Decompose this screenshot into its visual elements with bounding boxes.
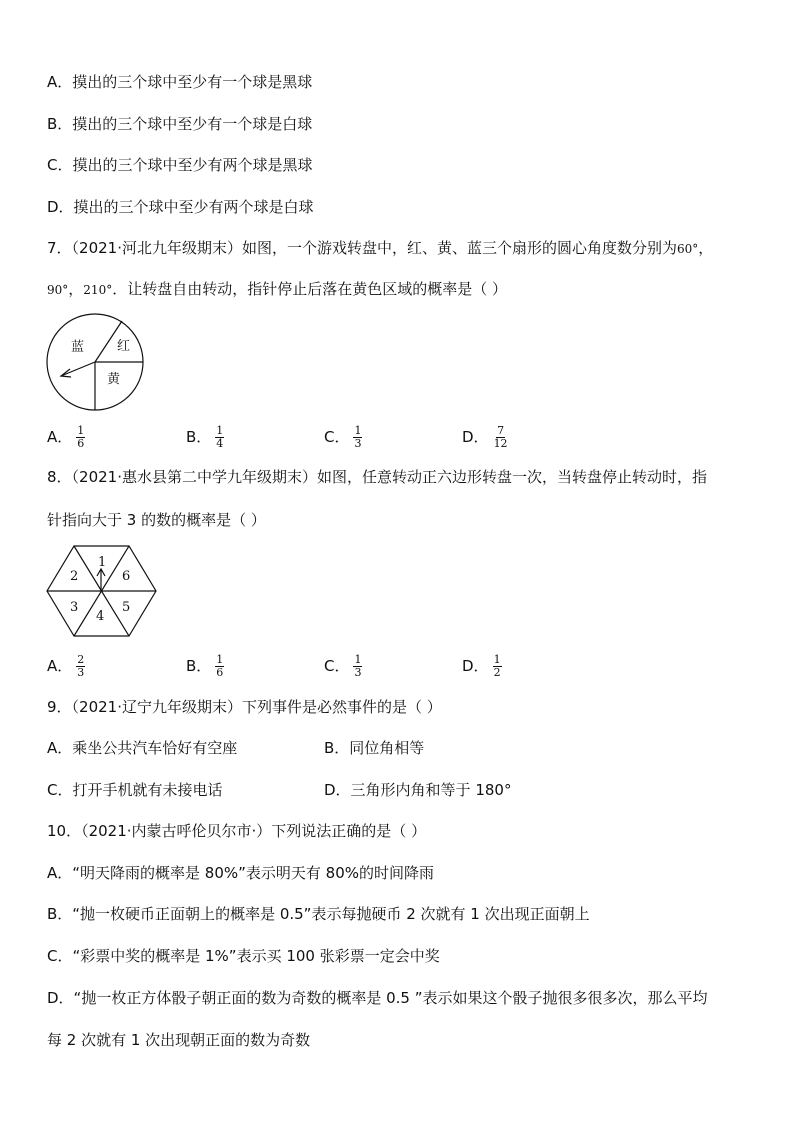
option-label: D． <box>462 428 489 446</box>
q9-option-c: C．打开手机就有未接电话 <box>47 781 223 799</box>
q7-option-d <box>462 425 509 450</box>
spinner-pointer <box>61 362 95 376</box>
spinner-label-blue: 蓝 <box>71 340 85 355</box>
q6-option-a: A．摸出的三个球中至少有一个球是黑球 <box>47 73 313 91</box>
q10-option-c: C．“彩票中奖的概率是 1%”表示买 100 张彩票一定会中奖 <box>47 947 440 965</box>
hex-number-2: 2 <box>70 569 79 584</box>
q9-option-a: A．乘坐公共汽车恰好有空座 <box>47 739 238 757</box>
q6-option-d: D．摸出的三个球中至少有两个球是白球 <box>47 198 314 216</box>
hex-number-5: 5 <box>122 600 131 615</box>
q7-option-a <box>47 425 85 450</box>
fraction-numerator: 7 <box>497 424 505 437</box>
option-label: B． <box>186 428 212 446</box>
fraction-denominator: 6 <box>216 666 224 679</box>
q8-option-a <box>47 654 85 679</box>
q7-stem-line1 <box>47 238 713 259</box>
q10-option-a: A．“明天降雨的概率是 80%”表示明天有 80%的时间降雨 <box>47 864 435 882</box>
fraction-denominator: 3 <box>354 437 362 450</box>
q7-stem-text1: 7．（2021·河北九年级期末）如图，一个游戏转盘中，红、黄、蓝三个扇形的圆心角度数分别为 <box>47 239 677 257</box>
q10-option-d-line1: D．“抛一枚正方体骰子朝正面的数为奇数的概率是 0.5 ”表示如果这个骰子抛很多很多次，那么平均 <box>47 989 708 1007</box>
fraction <box>76 654 85 679</box>
option-label: D． <box>462 657 489 675</box>
q7-option-c <box>324 425 362 450</box>
fraction <box>353 654 362 679</box>
q9-option-b: B．同位角相等 <box>324 739 425 757</box>
fraction <box>493 425 509 450</box>
q7-spinner-figure <box>44 313 148 413</box>
q7-angle-blue: 210° <box>83 283 113 297</box>
option-label: B． <box>186 657 212 675</box>
fraction-numerator: 1 <box>354 424 362 437</box>
q7-stem-text2: ．让转盘自由转动，指针停止后落在黄色区域的概率是（ ） <box>112 280 507 298</box>
fraction-denominator: 3 <box>77 666 85 679</box>
hex-number-1: 1 <box>98 555 107 570</box>
q6-option-b: B．摸出的三个球中至少有一个球是白球 <box>47 115 313 133</box>
q8-option-d <box>462 654 502 679</box>
option-label: C． <box>324 428 350 446</box>
q7-sep: ， <box>68 280 84 298</box>
fraction <box>493 654 502 679</box>
q10-option-b: B．“抛一枚硬币正面朝上的概率是 0.5”表示每抛硬币 2 次就有 1 次出现正面朝上 <box>47 905 590 923</box>
option-label: C． <box>324 657 350 675</box>
fraction-numerator: 1 <box>77 424 85 437</box>
q9-option-d: D．三角形内角和等于 180° <box>324 781 512 799</box>
q7-stem-line2 <box>47 279 507 300</box>
fraction <box>215 654 224 679</box>
q7-comma: ， <box>698 239 714 257</box>
q8-hexagon-spinner-figure <box>46 544 158 638</box>
option-label: A． <box>47 428 73 446</box>
q8-stem-line2: 针指向大于 3 的数的概率是（ ） <box>47 511 266 529</box>
fraction <box>353 425 362 450</box>
fraction-denominator: 12 <box>493 437 508 450</box>
option-label: A． <box>47 657 73 675</box>
spinner-label-red: 红 <box>117 339 131 354</box>
q8-option-c <box>324 654 362 679</box>
fraction-denominator: 2 <box>493 666 501 679</box>
spinner-label-yellow: 黄 <box>107 372 121 387</box>
q8-stem-line1: 8．（2021·惠水县第二中学九年级期末）如图，任意转动正六边形转盘一次，当转盘停止转动时，指 <box>47 468 707 486</box>
fraction-numerator: 2 <box>77 653 85 666</box>
q10-stem: 10．（2021·内蒙古呼伦贝尔市·）下列说法正确的是（ ） <box>47 822 427 840</box>
q7-angle-yellow: 90° <box>47 283 69 297</box>
hex-number-6: 6 <box>122 569 131 584</box>
fraction-denominator: 3 <box>354 666 362 679</box>
fraction <box>76 425 85 450</box>
hex-number-3: 3 <box>70 600 79 615</box>
fraction-denominator: 4 <box>216 437 224 450</box>
fraction-numerator: 1 <box>216 653 224 666</box>
fraction-numerator: 1 <box>493 653 501 666</box>
fraction-numerator: 1 <box>216 424 224 437</box>
q9-stem: 9．（2021·辽宁九年级期末）下列事件是必然事件的是（ ） <box>47 698 442 716</box>
q7-option-b <box>186 425 224 450</box>
q10-option-d-line2: 每 2 次就有 1 次出现朝正面的数为奇数 <box>47 1031 311 1049</box>
fraction-denominator: 6 <box>77 437 85 450</box>
fraction <box>215 425 224 450</box>
q6-option-c: C．摸出的三个球中至少有两个球是黑球 <box>47 156 313 174</box>
q8-option-b <box>186 654 224 679</box>
q7-angle-red: 60° <box>677 242 699 256</box>
fraction-numerator: 1 <box>354 653 362 666</box>
hex-number-4: 4 <box>96 609 105 624</box>
